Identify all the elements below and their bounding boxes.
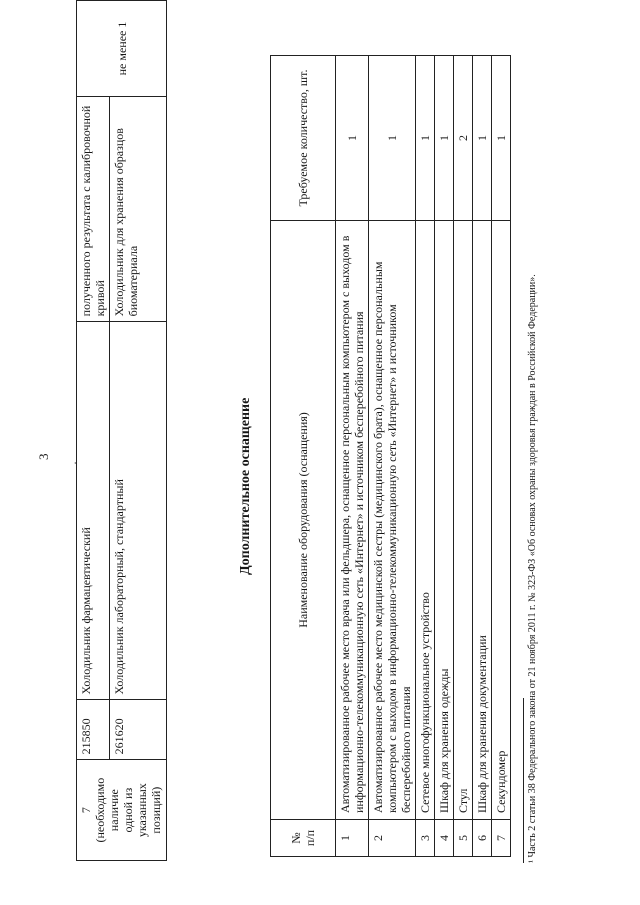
page-number: 3 bbox=[36, 453, 51, 460]
row-qty: 1 bbox=[336, 56, 369, 221]
footnote-separator bbox=[523, 698, 524, 863]
equipment-table bbox=[270, 55, 511, 857]
row-number: 4 bbox=[435, 820, 454, 857]
row-qty: 1 bbox=[492, 56, 511, 221]
table-row bbox=[369, 56, 416, 857]
table-row bbox=[454, 56, 473, 857]
name-cell: Холодильник лабораторный, стандартный bbox=[110, 322, 167, 700]
row-number: 3 bbox=[416, 820, 435, 857]
page-mark: · bbox=[68, 461, 82, 465]
row-qty: 1 bbox=[435, 56, 454, 221]
row-name: Шкаф для хранения одежды bbox=[435, 221, 454, 820]
purpose-cell: полученного результата с калибровочной кривой bbox=[77, 96, 110, 321]
group-label: 7 (необходимо наличие одной из указанных позиций) bbox=[79, 777, 163, 843]
row-name: Стул bbox=[454, 221, 473, 820]
group-cell bbox=[77, 760, 167, 861]
table-row bbox=[336, 56, 369, 857]
row-qty: 1 bbox=[473, 56, 492, 221]
name-cell: Холодильник фармацевтический bbox=[77, 322, 110, 700]
code-cell: 215850 bbox=[77, 700, 110, 760]
col-header-num: № п/п bbox=[271, 820, 336, 857]
purpose-cell: Холодильник для хранения образцов биоматериала bbox=[110, 96, 167, 321]
row-number: 5 bbox=[454, 820, 473, 857]
col-header-qty: Требуемое количество, шт. bbox=[271, 56, 336, 221]
row-number: 2 bbox=[369, 820, 416, 857]
qty-cell: не менее 1 bbox=[77, 1, 167, 97]
row-name: Автоматизированное рабочее место врача или фельдшера, оснащенное персональным компьютером с выходом в информационно-телекоммуникационную сеть «Интернет» и источником бесперебойного питания bbox=[336, 221, 369, 820]
row-name: Автоматизированное рабочее место медицинской сестры (медицинского брата), оснащенное персональным компьютером с выходом в информационно-телекоммуникационную сеть «Интернет» и источником бесперебойного питания bbox=[369, 221, 416, 820]
row-qty: 1 bbox=[369, 56, 416, 221]
continuation-table bbox=[76, 0, 167, 861]
row-name: Секундомер bbox=[492, 221, 511, 820]
footnote: ¹ Часть 2 статьи 38 Федерального закона от 21 ноября 2011 г. № 323-ФЗ «Об основах охраны здоровья граждан в Российской Федерации». bbox=[527, 274, 538, 863]
code-cell: 261620 bbox=[110, 700, 167, 760]
row-qty: 1 bbox=[416, 56, 435, 221]
row-qty: 2 bbox=[454, 56, 473, 221]
table-row bbox=[435, 56, 454, 857]
table-row bbox=[492, 56, 511, 857]
row-name: Шкаф для хранения документации bbox=[473, 221, 492, 820]
row-number: 6 bbox=[473, 820, 492, 857]
table-row bbox=[77, 1, 110, 861]
section-title: Дополнительное оснащение bbox=[238, 397, 253, 575]
row-number: 7 bbox=[492, 820, 511, 857]
table-row bbox=[473, 56, 492, 857]
table-row bbox=[416, 56, 435, 857]
header-row bbox=[271, 56, 336, 857]
col-header-name: Наименование оборудования (оснащения) bbox=[271, 221, 336, 820]
row-name: Сетевое многофункциональное устройство bbox=[416, 221, 435, 820]
table-row bbox=[110, 1, 167, 861]
row-number: 1 bbox=[336, 820, 369, 857]
